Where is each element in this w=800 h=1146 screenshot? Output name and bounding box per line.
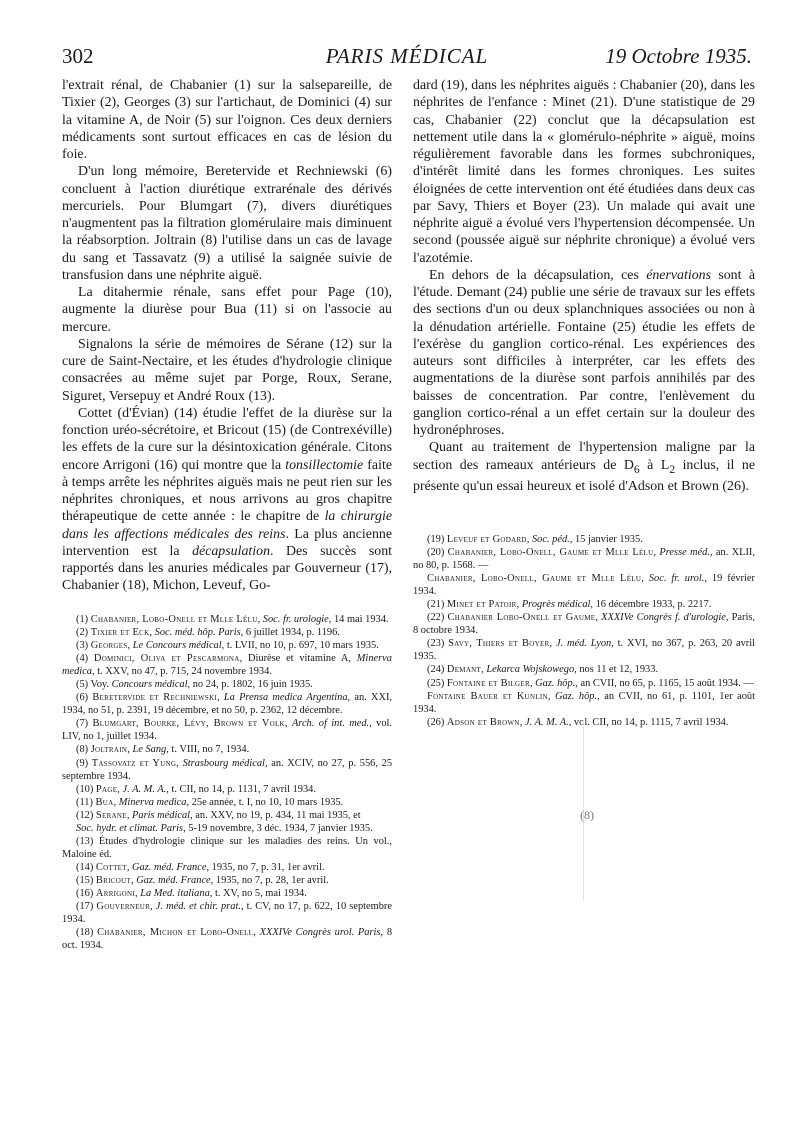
text-run: En dehors de la décapsulation, ces — [429, 267, 647, 283]
footnote-number: (13) — [76, 835, 99, 847]
footnote-text: , — [641, 573, 649, 585]
paragraph — [413, 267, 755, 440]
footnote-text: , — [113, 796, 119, 808]
footnote-authors: Arrigoni — [95, 887, 135, 899]
text-run: l'extrait rénal, de Chabanier (1) sur la salsepareille, de Tixier (2), Georges (3) sur l'artichaut, de Dominici (4) sur la vitamine A, de Noir (5) sur l'oignon. Ces deux derniers médicaments sont surtout efficaces en cas de lésion du foie. — [62, 78, 392, 162]
paragraph — [62, 77, 392, 163]
text-run: sont à l'étude. Demant (24) publie une série de travaux sur les effets des sections d'un ou deux splanchniques associées ou non à la dénudation artérielle. Fontaine (25) étudie les effets de l'exérèse du ganglion cortico-rénal. Les expériences des auteurs sont difficiles à interpréter, car les effets des augmentations de la diurèse sont parfois annihilés par des baisses de concentration. Par contre, l'enlèvement du ganglion cortico-rénal a un effet certain sur la douleur des hydronéphroses. — [413, 267, 755, 438]
footnote-text: , an CVII, no 61, p. 1101, 1er août 1934. — [413, 690, 755, 715]
footnote-authors: Chabanier, Lobo-Onell, Gaume et Mlle Lélu — [447, 547, 654, 559]
footnote-text: , 8 oct. 1934. — [62, 927, 393, 952]
footnote-text: , t. VIII, no 7, 1934. — [166, 744, 250, 756]
footnote-text: , an. XCIV, no 27, p. 556, 25 septembre 1934. — [62, 757, 393, 782]
footnote-authors: Chabanier, Lobo-Onell et Mlle Lélu — [90, 614, 258, 625]
footnote-number: (8) — [76, 744, 91, 756]
footnote-journal: Soc. fr. urologie — [262, 614, 329, 625]
footnote-authors: Tixier et Eck — [90, 627, 150, 639]
issue-date: 19 Octobre 1935. — [605, 44, 752, 68]
footnote — [413, 611, 755, 637]
page-number: 302 — [62, 44, 94, 68]
footnote-number: (1) — [76, 614, 91, 625]
footnote-text: , an. XXI, 1934, no 51, p. 2391, 19 décembre, et no 50, p. 2362, 12 décembre. — [62, 692, 393, 717]
footnote-journal: Gaz. hôp. — [535, 677, 576, 689]
footnote-text: , — [516, 599, 522, 611]
footnote — [62, 743, 392, 756]
footnote-journal: Soc. méd. hôp. Paris — [154, 627, 241, 639]
footnote-number: (5) — [76, 679, 91, 691]
footnote — [62, 626, 392, 639]
footnote-journal: Gaz. hôp. — [555, 690, 598, 702]
footnote-number: (20) — [427, 547, 448, 559]
footnote-journal: Progrès médical — [521, 599, 591, 611]
footnote — [62, 783, 392, 796]
footnote-text: , — [653, 547, 660, 559]
footnote-journal: La Prensa medica Argentina — [223, 692, 348, 704]
footnote-number: (2) — [76, 627, 91, 639]
footnote-authors: Gouverneur — [96, 901, 151, 913]
footnote-number: (23) — [427, 638, 449, 650]
footnote-text: , — [549, 638, 556, 650]
footnote-number: (22) — [427, 612, 448, 624]
paragraph — [62, 163, 392, 284]
footnotes-left — [62, 613, 392, 952]
footnote-number: (4) — [76, 653, 94, 665]
footnote-text: , an CVII, no 65, p. 1165, 15 août 1934. — — [575, 677, 754, 689]
footnote-text: , 14 mai 1934. — [328, 614, 389, 625]
footnote-number: (17) — [76, 901, 97, 913]
footnote-journal: Soc. hydr. et climat. Paris — [76, 822, 184, 834]
footnote-authors: Serane — [95, 809, 127, 821]
footnote — [413, 598, 755, 611]
footnote-text: , Paris, 8 octobre 1934. — [413, 612, 755, 637]
footnote — [413, 690, 755, 716]
footnote-text: , nos 11 et 12, 1933. — [574, 664, 659, 676]
footnote-authors: Leveuf et Godard — [446, 534, 527, 545]
footnote-authors: Chabanier, Lobo-Onell, Gaume et Mlle Lélu — [427, 573, 642, 585]
paragraph — [413, 439, 755, 495]
footnote-text: , — [217, 692, 224, 704]
footnote — [62, 639, 392, 652]
footnote-text: , 19 février 1934. — [413, 573, 755, 598]
text-run: . Des succès sont rapportés dans les anuries médicales par Gouverneur (17), Chabanier (18), Michon, Leveuf, Go- — [62, 543, 392, 594]
footnote — [413, 572, 755, 598]
footnote — [62, 835, 392, 861]
footnote — [62, 691, 392, 717]
footnote — [62, 757, 392, 783]
footnote-journal: Minerva medica — [118, 796, 187, 808]
footnote-authors: Fontaine Bauer et Kunlin — [427, 690, 548, 702]
text-run: D'un long mémoire, Beretervide et Rechniewski (6) concluent à l'action diurétique extrarénale des dérivés mercuriels. Pour Blumgart (7), divers diurétiques n'augmentent pas la filtration glomérulaire mais diminuent la réabsorption. Joltrain (8) l'utilise dans un cas de lavage du sang et Tassavatz (9) a utilisé la saignée suivie de transfusion dans une néphrite aiguë. — [62, 164, 392, 283]
footnote-journal: Lekarca Wojskowego — [486, 664, 575, 676]
footnote — [62, 717, 392, 743]
text-run: Cottet (d'Évian) (14) étudie l'effet de la diurèse sur la fonction uréo-sécrétoire, et Bricout (15) (de Contrexéville) les effets de la cure sur la désintoxication générale. Citons encore Arrigoni (16) qui montre que la — [62, 405, 392, 473]
text-run: Signalons la série de mémoires de Sérane (12) sur la cure de Saint-Nectaire, et les études d'hydrologie clinique consacrées au même sujet par Porge, Roux, Serane, Siguret, Versepuy et André Roux (13). — [62, 336, 392, 404]
footnote-number: (12) — [76, 809, 96, 821]
text-run: faite à temps arrête les néphrites aiguës mais ne peut rien sur les néphrites chroniques, et nous arrivons au gros chapitre thérapeutique de cette année : le chapitre de — [62, 457, 392, 525]
footnote-text: , 5-19 novembre, 3 déc. 1934, 7 janvier 1935. — [183, 822, 373, 834]
footnote-authors: Chabanier, Michon et Lobo-Onell — [97, 927, 254, 939]
footnote — [413, 637, 755, 663]
footnote-text: , — [595, 612, 602, 624]
footnote — [413, 663, 755, 676]
scan-bracket-mark: (8) — [580, 808, 594, 822]
footnote-authors: Beretervide et Rechniewski — [92, 692, 218, 704]
footnote-text: , t. XXV, no 47, p. 715, 24 novembre 1934. — [92, 666, 272, 678]
footnote-text: , — [284, 718, 292, 730]
footnotes-right — [413, 533, 755, 729]
text-run: . La plus ancienne intervention est la — [62, 526, 392, 559]
footnote-authors: Page — [95, 783, 118, 795]
footnote — [413, 716, 755, 729]
footnote-journal: Gaz. méd. France — [136, 874, 211, 886]
subscript: 6 — [633, 462, 640, 476]
footnote — [62, 887, 392, 900]
footnote-text: Études d'hydrologie clinique sur les maladies des reins. Un vol., Maloine éd. — [62, 835, 392, 860]
footnote — [62, 861, 392, 874]
footnote-number: (11) — [76, 796, 96, 808]
footnote-authors: Chabanier Lobo-Onell et Gaume — [447, 612, 596, 624]
footnote-number: (6) — [76, 692, 93, 704]
footnote-number: (10) — [76, 783, 96, 795]
footnote-text: , — [547, 690, 556, 702]
text-run: inclus, il ne présente qu'un essai heureux et isolé d'Adson et Brown (26). — [413, 457, 755, 494]
footnote-journal: Concours médical — [111, 679, 188, 691]
footnote-text: , t. LVII, no 10, p. 697, 10 mars 1935. — [221, 640, 379, 652]
footnote-text: , — [117, 783, 123, 795]
footnote-text: , 16 décembre 1933, p. 2217. — [590, 599, 712, 611]
footnote-text: , vol. CII, no 14, p. 1115, 7 avril 1934. — [568, 716, 729, 728]
footnote-text: , t. CV, no 17, p. 622, 10 septembre 1934. — [62, 901, 392, 926]
footnote-authors: Fontaine et Bilger — [446, 677, 530, 689]
footnote-text: , — [253, 927, 260, 939]
footnote-text: , — [127, 640, 133, 652]
text-run: à L — [639, 457, 670, 473]
footnote-text: , — [135, 887, 141, 899]
footnote-text: , vol. LIV, no 1, juillet 1934. — [62, 718, 393, 743]
footnote-text: , — [176, 757, 183, 769]
footnote-authors: Adson et Brown — [446, 716, 520, 728]
footnote-text: , t. CII, no 14, p. 1131, 7 avril 1934. — [166, 783, 316, 795]
footnote-journal: Soc. fr. urol. — [648, 573, 705, 585]
footnote-text: , — [519, 716, 525, 728]
paragraph — [62, 284, 392, 336]
footnote-number: (14) — [76, 861, 96, 873]
footnote-text: , — [126, 861, 133, 873]
footnote-number: (19) — [427, 534, 447, 545]
subscript: 2 — [669, 462, 676, 476]
footnote-journal: XXXIVe Congrès f. d'urologie — [601, 612, 726, 624]
footnote — [62, 874, 392, 887]
footnote-number: (15) — [76, 874, 96, 886]
footnote-number: (25) — [427, 677, 447, 689]
paragraph — [413, 77, 755, 267]
footnote-text: , — [529, 677, 536, 689]
footnote — [62, 613, 392, 626]
footnote-journal: Le Concours médical — [132, 640, 222, 652]
footnote-journal: XXXIVe Congrès urol. Paris — [259, 927, 381, 939]
footnote-number: (18) — [76, 927, 98, 939]
footnote-authors: Blumgart, Bourke, Lévy, Brown et Volk — [92, 718, 285, 730]
paragraph — [62, 336, 392, 405]
footnote-journal: Gaz. méd. France — [132, 861, 207, 873]
footnote-text: , — [127, 744, 133, 756]
footnote-authors: Tassovatz et Yung — [91, 757, 177, 769]
footnote — [62, 822, 392, 835]
footnote-journal: La Med. italiana — [140, 887, 210, 899]
footnote-authors: Minet et Patoir — [446, 599, 517, 611]
footnote-text: , — [526, 534, 532, 545]
footnote-journal: Le Sang — [132, 744, 167, 756]
footnote-text: , — [481, 664, 487, 676]
footnote-text: , an. XLII, no 80, p. 1568. — — [413, 547, 755, 572]
footnote-authors: Bricout — [95, 874, 132, 886]
footnote-text: Voy. — [90, 679, 112, 691]
footnote-authors: Bua — [95, 796, 114, 808]
footnote-text: , an. XXV, no 19, p. 434, 11 mai 1935, et — [190, 809, 361, 821]
footnote-text: , 25e année, t. I, no 10, 10 mars 1935. — [186, 796, 344, 808]
footnote-text: , — [126, 809, 133, 821]
footnote — [62, 796, 392, 809]
footnote-journal: J. méd. et chir. prat. — [155, 901, 241, 913]
footnote-number: (7) — [76, 718, 93, 730]
left-text-column — [62, 77, 392, 595]
footnote-text: , 6 juillet 1934, p. 1196. — [240, 627, 340, 639]
footnote — [62, 926, 392, 952]
footnote-text: , t. XV, no 5, mai 1934. — [209, 887, 307, 899]
text-run: La ditahermie rénale, sans effet pour Page (10), augmente la diurèse pour Bua (11) si on l'associe au mercure. — [62, 285, 392, 335]
journal-title: PARIS MÉDICAL — [325, 44, 489, 68]
footnote-authors: Savy, Thiers et Boyer — [448, 638, 550, 650]
footnote — [62, 900, 392, 926]
footnote — [62, 678, 392, 691]
footnote — [62, 652, 392, 678]
page-header — [62, 44, 752, 74]
footnote-authors: Dominici, Oliva et Pescarmona — [93, 653, 240, 665]
italic-term: tonsillectomie — [285, 457, 364, 473]
footnote-text: , — [257, 614, 263, 625]
text-run: Quant au traitement de l'hypertension maligne par la section des rameaux antérieurs de D — [413, 440, 755, 473]
right-text-column — [413, 77, 755, 495]
footnote-journal: Soc. péd. — [531, 534, 570, 545]
footnote-journal: Strasbourg médical — [182, 757, 265, 769]
footnote-authors: Joltrain — [90, 744, 128, 756]
italic-term: la chirurgie dans les affections médicales des reins — [62, 509, 392, 542]
footnote-text: , Diurèse et vitamine A, — [239, 653, 357, 665]
footnote-number: (16) — [76, 887, 96, 899]
paragraph — [62, 405, 392, 595]
footnote-authors: Georges — [90, 640, 128, 652]
footnote-journal: Paris médical — [132, 809, 191, 821]
italic-term: décapsulation — [192, 543, 271, 559]
footnote-journal: Minerva medica — [62, 653, 392, 678]
footnote-journal: J. méd. Lyon — [555, 638, 612, 650]
footnote-text: , — [150, 901, 156, 913]
footnote-number: (21) — [427, 599, 447, 611]
footnote-number: (24) — [427, 664, 447, 676]
footnote-journal: Arch. of int. med. — [291, 718, 370, 730]
footnote — [413, 546, 755, 572]
italic-term: énervations — [646, 267, 711, 283]
footnote-authors: Cottet — [95, 861, 127, 873]
footnote-text: , — [131, 874, 137, 886]
footnote — [413, 677, 755, 690]
footnote-journal: Presse méd. — [659, 547, 710, 559]
footnote-text: , 15 janvier 1935. — [569, 534, 643, 545]
footnote-text: , no 24, p. 1802, 16 juin 1935. — [187, 679, 313, 691]
footnote-number: (3) — [76, 640, 91, 652]
footnote-text: , — [149, 627, 155, 639]
footnote-journal: J. A. M. A. — [122, 783, 167, 795]
text-run: dard (19), dans les néphrites aiguës : Chabanier (20), dans les néphrites de l'enfance : Minet (21). D'une statistique de 29 cas, Chabanier (22) conclut que la décapsulation est nettement utile dans la « glomérulo-néphrite » aiguë, moins régulièrement favorable dans les formes subchroniques, d'intérêt limité dans les formes chroniques. Les suites éloignées de cette intervention ont été étudiées dans deux cas par Savy, Thiers et Boyer (23). Un malade qui avait une néphrite aiguë a évolué vers l'hypertension décompensée. Un second (poussée aiguë sur néphrite chronique) a évolué vers l'azotémie. — [413, 78, 755, 266]
footnote-number: (9) — [76, 757, 92, 769]
footnote — [413, 533, 755, 546]
footnote-authors: Demant — [446, 664, 482, 676]
footnote-text: , 1935, no 7, p. 28, 1er avril. — [210, 874, 329, 886]
footnote-number: (26) — [427, 716, 447, 728]
footnote-text: , 1935, no 7, p. 31, 1er avril. — [206, 861, 325, 873]
footnote-journal: J. A. M. A. — [524, 716, 569, 728]
footnote — [62, 809, 392, 822]
footnote-text: , t. XVI, no 367, p. 263, 20 avril 1935. — [413, 638, 755, 663]
